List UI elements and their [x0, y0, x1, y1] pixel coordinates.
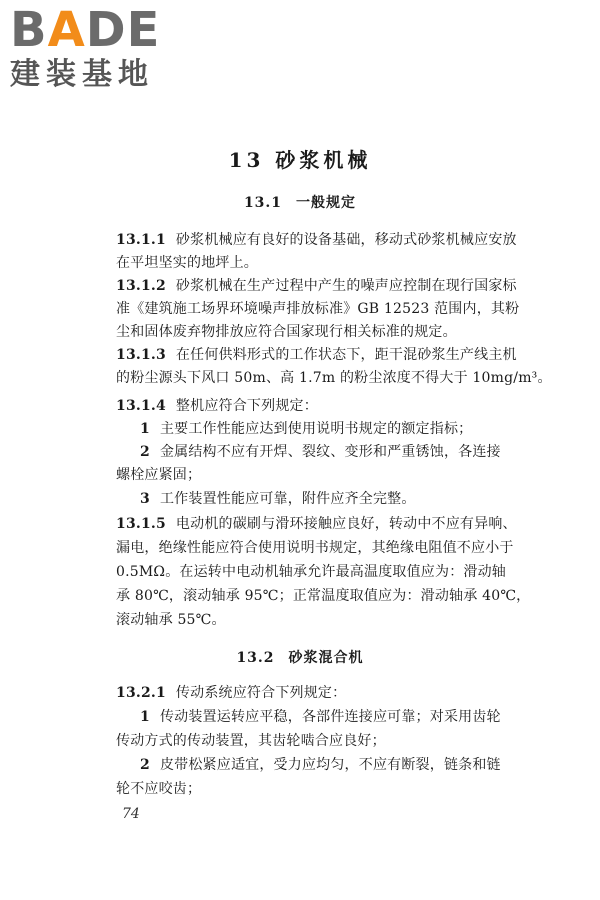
- section-title-13-2: 13.2 砂浆混合机: [236, 650, 364, 666]
- chapter-title: 13 砂浆机械: [228, 148, 372, 172]
- clause-line: 螺栓应紧固；: [116, 467, 202, 483]
- list-item: 1 主要工作性能应达到使用说明书规定的额定指标；: [140, 421, 473, 437]
- logo-wordmark: BADE: [10, 2, 161, 58]
- list-item: 2 金属结构不应有开焊、裂纹、变形和严重锈蚀，各连接: [140, 444, 501, 460]
- clause-line: 的粉尘源头下风口 50m、高 1.7m 的粉尘浓度不得大于 10mg/m³。: [116, 370, 552, 386]
- clause-line: 漏电，绝缘性能应符合使用说明书规定，其绝缘电阻值不应小于: [116, 540, 514, 556]
- list-item: 1 传动装置运转应平稳，各部件连接应可靠；对采用齿轮: [140, 709, 501, 725]
- clause-line: 尘和固体废弃物排放应符合国家现行相关标准的规定。: [116, 324, 457, 340]
- clause-line: 在平坦坚实的地坪上。: [116, 255, 258, 271]
- clause-13-1-4: 13.1.4 整机应符合下列规定：: [116, 398, 318, 414]
- clause-13-2-1: 13.2.1 传动系统应符合下列规定：: [116, 685, 347, 701]
- clause-13-1-5: 13.1.5 电动机的碳刷与滑环接触应良好，转动中不应有异响、: [116, 516, 517, 532]
- clause-13-1-3: 13.1.3 在任何供料形式的工作状态下，距干混砂浆生产线主机: [116, 347, 517, 363]
- logo-chinese-text: 建装基地: [10, 57, 154, 92]
- list-item: 3 工作装置性能应可靠，附件应齐全完整。: [140, 491, 416, 507]
- clause-line: 传动方式的传动装置，其齿轮啮合应良好；: [116, 733, 386, 749]
- list-item: 2 皮带松紧应适宜，受力应均匀，不应有断裂，链条和链: [140, 757, 501, 773]
- clause-13-1-1: 13.1.1 砂浆机械应有良好的设备基础，移动式砂浆机械应安放: [116, 232, 517, 248]
- clause-line: 轮不应咬齿；: [116, 781, 202, 797]
- clause-line: 准《建筑施工场界环境噪声排放标准》GB 12523 范围内，其粉: [116, 301, 520, 317]
- bade-logo: [10, 4, 180, 94]
- clause-line: 滚动轴承 55℃。: [116, 612, 226, 628]
- section-title-13-1: 13.1 一般规定: [243, 195, 357, 211]
- clause-line: 承 80℃，滚动轴承 95℃；正常温度取值应为：滑动轴承 40℃，: [116, 588, 531, 604]
- clause-13-1-2: 13.1.2 砂浆机械在生产过程中产生的噪声应控制在现行国家标: [116, 278, 517, 294]
- page-number: 74: [122, 806, 140, 822]
- clause-line: 0.5MΩ。在运转中电动机轴承允许最高温度取值应为：滑动轴: [116, 564, 507, 580]
